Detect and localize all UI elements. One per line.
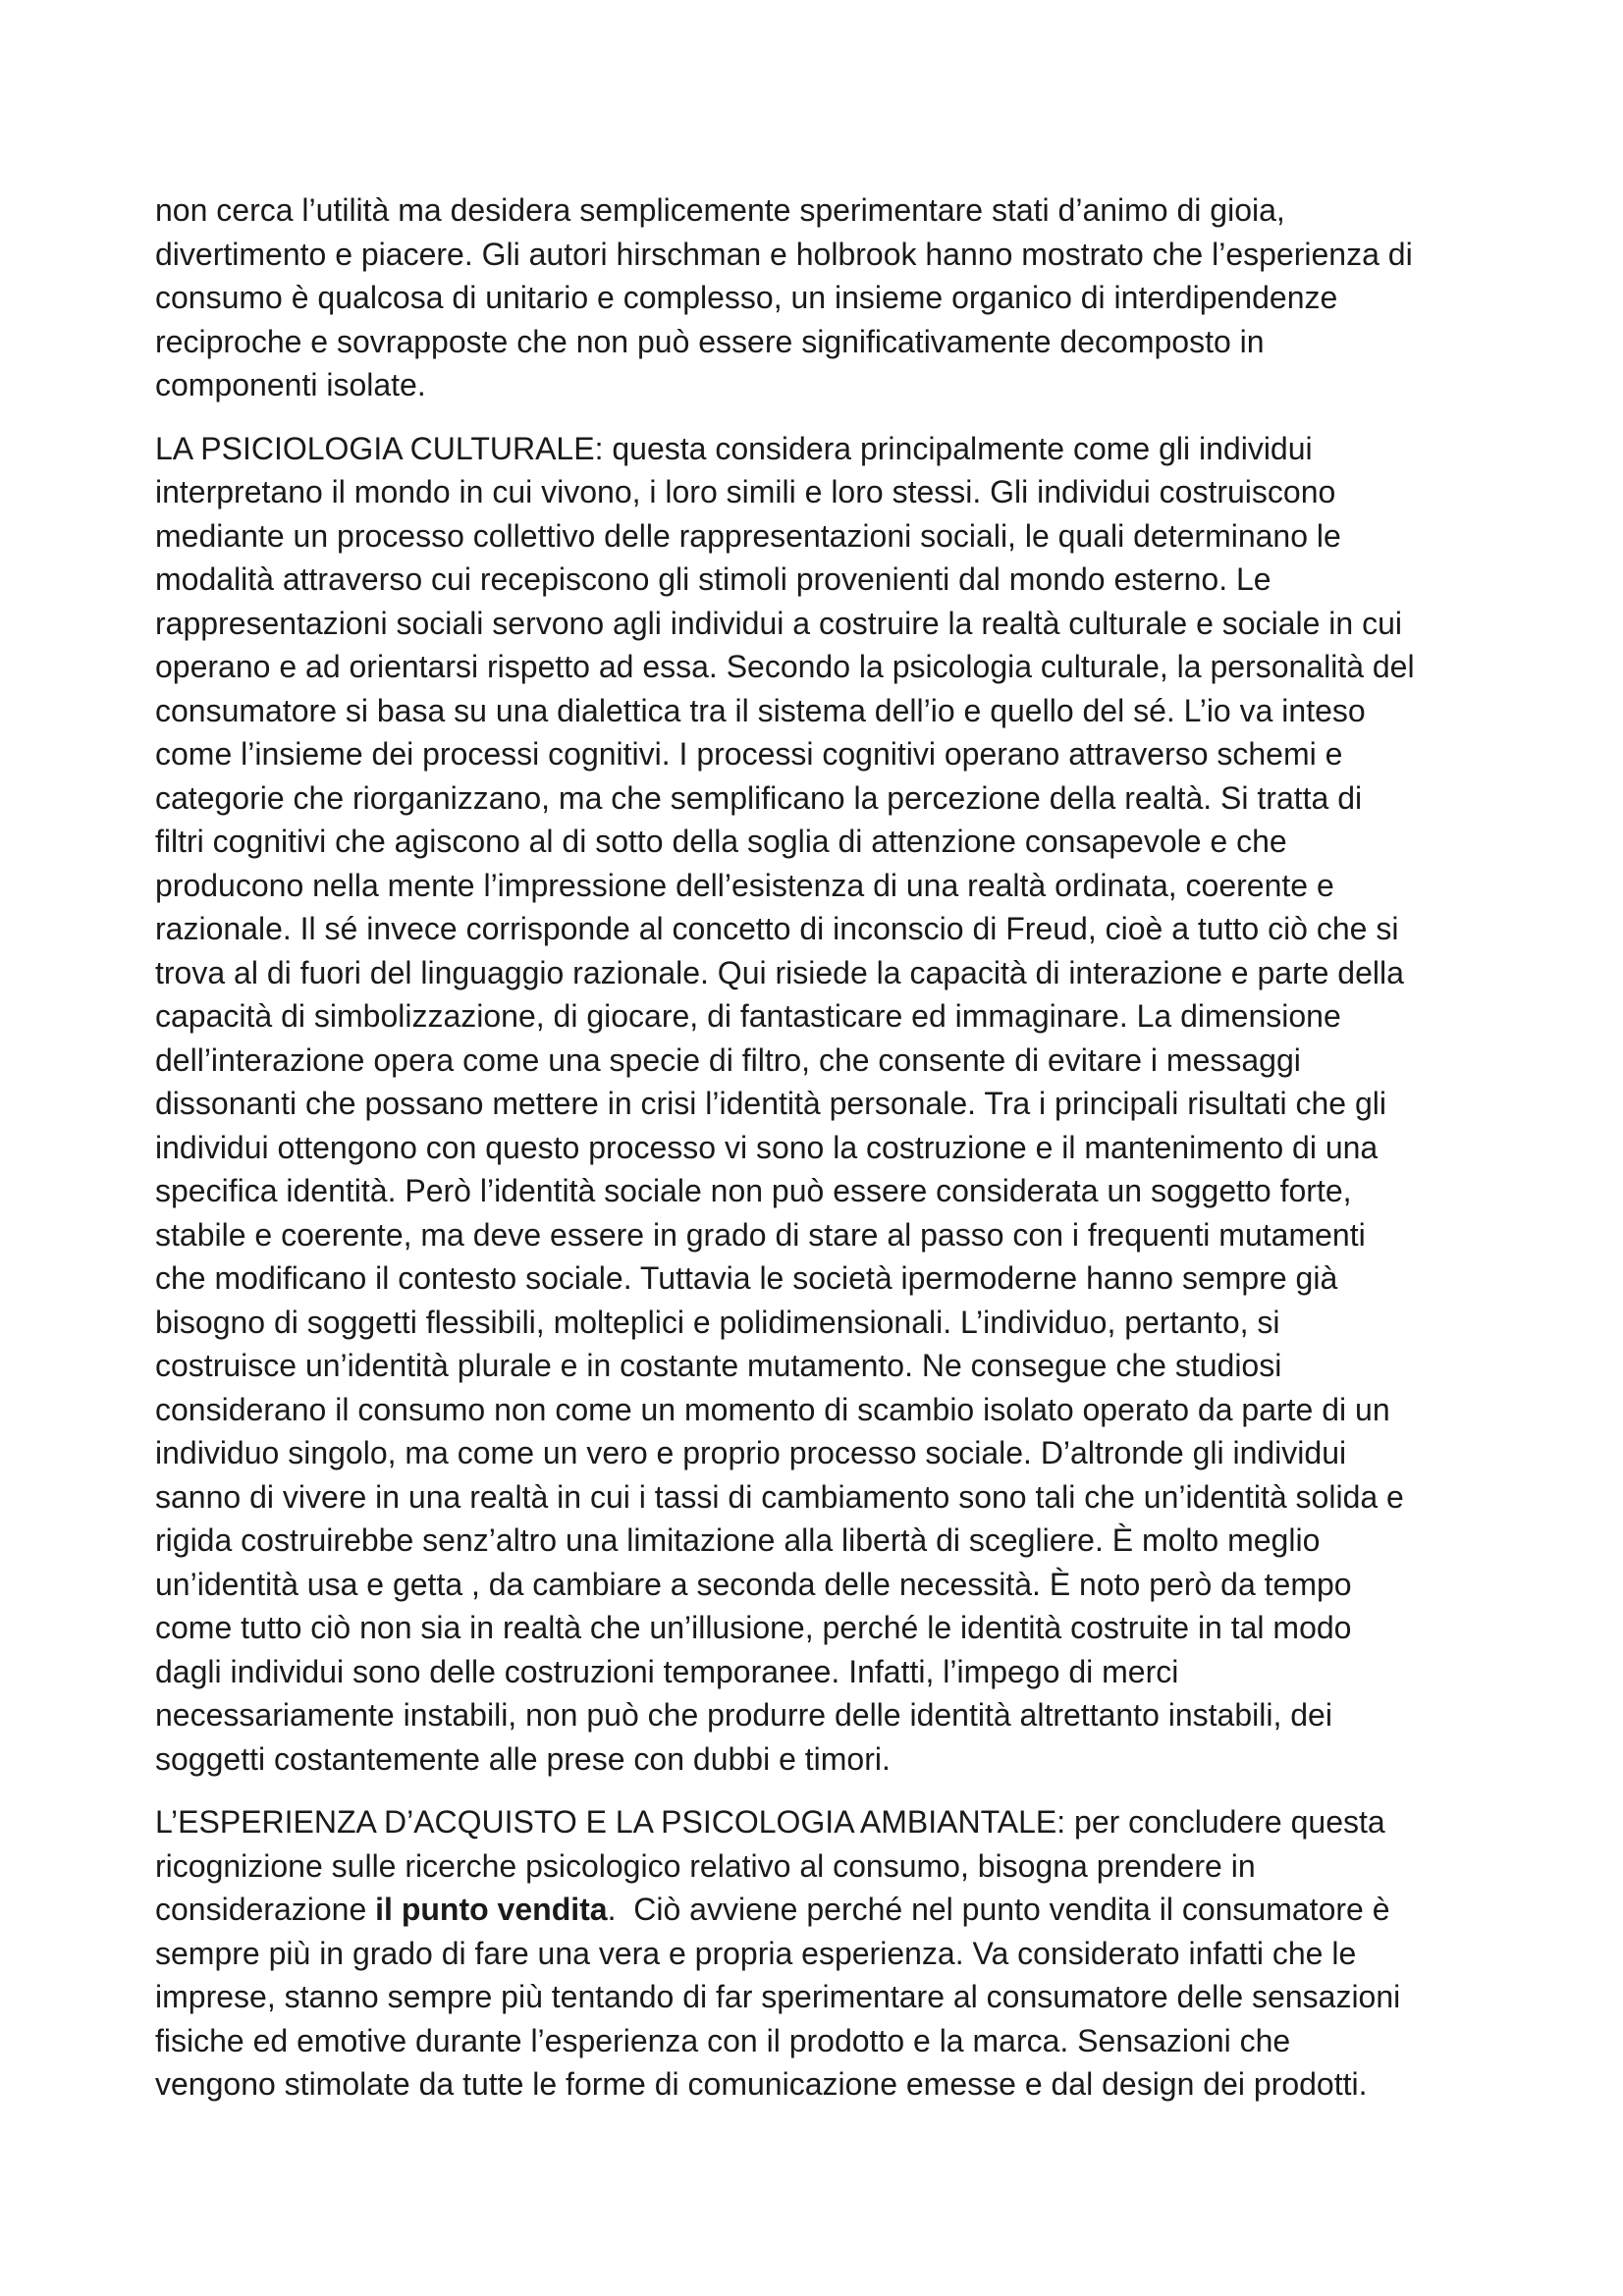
paragraph-line: bisogno di soggetti flessibili, molteplici e polidimensionali. L’individuo, pertanto, si	[155, 1304, 1280, 1340]
paragraph-line: considerano il consumo non come un momento di scambio isolato operato da parte di un	[155, 1391, 1390, 1427]
paragraph-line: individui ottengono con questo processo vi sono la costruzione e il mantenimento di una	[155, 1129, 1379, 1165]
paragraph-line: un’identità usa e getta , da cambiare a seconda delle necessità. È noto però da tempo	[155, 1566, 1352, 1602]
paragraph-line: mediante un processo collettivo delle rappresentazioni sociali, le quali determinano le	[155, 517, 1341, 554]
paragraph-line: imprese, stanno sempre più tentando di far sperimentare al consumatore delle sensazioni	[155, 1979, 1401, 2014]
paragraph-line: capacità di simbolizzazione, di giocare, di fantasticare ed immaginare. La dimensione	[155, 998, 1341, 1034]
paragraph-line: necessariamente instabili, non può che produrre delle identità altrettanto instabili, dei	[155, 1697, 1332, 1733]
paragraph-line: come tutto ciò non sia in realtà che un’illusione, perché le identità costruite in tal modo	[155, 1610, 1352, 1645]
text-segment: . Ciò avviene perché nel punto vendita il consumatore è	[607, 1892, 1390, 1927]
paragraph-line: rigida costruirebbe senz’altro una limitazione alla libertà di scegliere. È molto meglio	[155, 1522, 1321, 1558]
paragraph-line: sanno di vivere in una realtà in cui i tassi di cambiamento sono tali che un’identità solida e	[155, 1478, 1404, 1515]
paragraph-psicologia-culturale	[155, 427, 1510, 1782]
paragraph-line: modalità attraverso cui recepiscono gli stimoli provenienti dal mondo esterno. Le	[155, 561, 1271, 597]
paragraph-line: interpretano il mondo in cui vivono, i loro simili e loro stessi. Gli individui costruiscono	[155, 474, 1336, 509]
paragraph-line: dissonanti che possano mettere in crisi l’identità personale. Tra i principali risultati che gli	[155, 1086, 1386, 1121]
paragraph-line: reciproche e sovrapposte che non può essere significativamente decomposto in	[155, 323, 1265, 359]
paragraph-line: dell’interazione opera come una specie di filtro, che consente di evitare i messaggi	[155, 1041, 1301, 1078]
paragraph-line: consumatore si basa su una dialettica tra il sistema dell’io e quello del sé. L’io va inteso	[155, 692, 1366, 728]
paragraph-line: divertimento e piacere. Gli autori hirschman e holbrook hanno mostrato che l’esperienza di	[155, 236, 1413, 272]
document-page	[155, 188, 1510, 2126]
paragraph-line: soggetti costantemente alle prese con dubbi e timori.	[155, 1740, 891, 1777]
paragraph-line: specifica identità. Però l’identità sociale non può essere considerata un soggetto forte,	[155, 1173, 1352, 1208]
paragraph-line: categorie che riorganizzano, ma che semplificano la percezione della realtà. Si tratta di	[155, 779, 1363, 816]
paragraph-line: operano e ad orientarsi rispetto ad essa. Secondo la psicologia culturale, la personalità del	[155, 649, 1415, 684]
paragraph-line: sempre più in grado di fare una vera e propria esperienza. Va considerato infatti che le	[155, 1935, 1357, 1971]
paragraph-line: ricognizione sulle ricerche psicologico relativo al consumo, bisogna prendere in	[155, 1847, 1256, 1884]
paragraph-line: componenti isolate.	[155, 367, 426, 402]
bold-phrase: il punto vendita	[375, 1892, 608, 1927]
paragraph-line: L’ESPERIENZA D’ACQUISTO E LA PSICOLOGIA AMBIANTALE: per concludere questa	[155, 1804, 1385, 1840]
paragraph-line: stabile e coerente, ma deve essere in grado di stare al passo con i frequenti mutamenti	[155, 1216, 1366, 1253]
paragraph-line: trova al di fuori del linguaggio razionale. Qui risiede la capacità di interazione e parte della	[155, 954, 1404, 990]
paragraph-line: che modificano il contesto sociale. Tuttavia le società ipermoderne hanno sempre già	[155, 1260, 1338, 1296]
paragraph-1	[155, 188, 1510, 407]
paragraph-esperienza-acquisto	[155, 1800, 1510, 2107]
paragraph-line: producono nella mente l’impressione dell’esistenza di una realtà ordinata, coerente e	[155, 867, 1334, 903]
paragraph-line: come l’insieme dei processi cognitivi. I processi cognitivi operano attraverso schemi e	[155, 736, 1343, 772]
paragraph-line: rappresentazioni sociali servono agli individui a costruire la realtà culturale e sociale in cui	[155, 605, 1402, 641]
paragraph-line: costruisce un’identità plurale e in costante mutamento. Ne consegue che studiosi	[155, 1348, 1282, 1383]
paragraph-line: consumo è qualcosa di unitario e complesso, un insieme organico di interdipendenze	[155, 280, 1338, 315]
paragraph-line: non cerca l’utilità ma desidera semplicemente sperimentare stati d’animo di gioia,	[155, 192, 1285, 228]
paragraph-line: dagli individui sono delle costruzioni temporanee. Infatti, l’impego di merci	[155, 1653, 1179, 1689]
paragraph-line: fisiche ed emotive durante l’esperienza con il prodotto e la marca. Sensazioni che	[155, 2022, 1291, 2058]
paragraph-line: individuo singolo, ma come un vero e proprio processo sociale. D’altronde gli individui	[155, 1435, 1347, 1470]
paragraph-line: LA PSICIOLOGIA CULTURALE: questa considera principalmente come gli individui	[155, 430, 1313, 466]
text-segment: considerazione	[155, 1892, 376, 1927]
paragraph-line-mixed	[155, 1888, 1510, 1932]
paragraph-line: razionale. Il sé invece corrisponde al concetto di inconscio di Freud, cioè a tutto ciò che si	[155, 911, 1399, 946]
paragraph-line: vengono stimolate da tutte le forme di comunicazione emesse e dal design dei prodotti.	[155, 2066, 1368, 2102]
paragraph-line: filtri cognitivi che agiscono al di sotto della soglia di attenzione consapevole e che	[155, 824, 1287, 859]
